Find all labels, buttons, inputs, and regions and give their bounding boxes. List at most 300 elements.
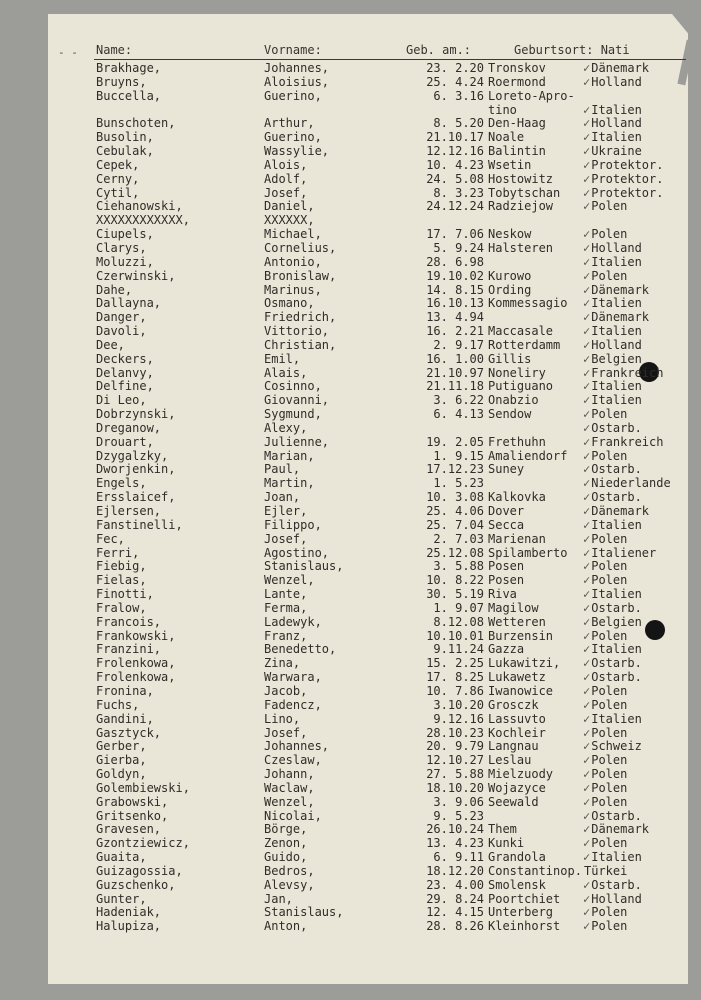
- birth-date: 21.10.17: [426, 130, 484, 145]
- nationality: [583, 462, 642, 476]
- nationality: [583, 726, 627, 740]
- check-mark: ✓: [583, 504, 591, 518]
- first-name: Cosinno,: [264, 379, 322, 394]
- list-item: [0, 781, 701, 795]
- check-mark: ✓: [583, 268, 591, 283]
- nationality-text: Dänemark: [591, 310, 650, 325]
- birth-place: Hostowitz: [488, 171, 554, 186]
- surname: Bruyns,: [96, 74, 147, 89]
- first-name: Aloisius,: [264, 74, 330, 89]
- first-name: Waclaw,: [264, 780, 315, 795]
- nationality-text: Polen: [591, 407, 628, 422]
- surname: Ejlersen,: [96, 504, 162, 518]
- first-name: Daniel,: [264, 199, 315, 214]
- nationality: [583, 379, 642, 393]
- list-item: [0, 130, 701, 144]
- check-mark: ✓: [583, 587, 591, 602]
- first-name: Osmano,: [264, 296, 315, 311]
- nationality: [583, 919, 627, 933]
- first-name: Julienne,: [264, 434, 330, 449]
- nationality: [583, 172, 663, 186]
- first-name: Guerino,: [264, 88, 322, 103]
- list-item: [0, 615, 701, 629]
- nationality: [583, 601, 642, 615]
- birth-date: 13. 4.23: [426, 836, 484, 851]
- check-mark: ✓: [583, 199, 591, 214]
- nationality: [583, 255, 642, 269]
- check-mark: ✓: [583, 545, 591, 560]
- birth-place: Posen: [488, 559, 525, 574]
- surname: Brakhage,: [96, 61, 162, 75]
- nationality-text: Polen: [591, 725, 628, 740]
- list-item: [0, 379, 701, 393]
- birth-date: 18.10.20: [426, 780, 484, 795]
- list-item: [0, 546, 701, 560]
- check-mark: ✓: [583, 850, 591, 865]
- list-item: [0, 435, 701, 449]
- list-item: [0, 213, 701, 227]
- nationality: [583, 642, 642, 656]
- birth-date: 25. 4.24: [426, 74, 484, 89]
- check-mark: ✓: [583, 753, 591, 768]
- birth-date: 13. 4.94: [426, 310, 484, 325]
- check-mark: ✓: [583, 102, 591, 117]
- list-item: [0, 407, 701, 421]
- nationality-text: Italien: [591, 587, 642, 602]
- list-item: [0, 199, 701, 213]
- birth-place: Them: [488, 822, 517, 837]
- check-mark: ✓: [583, 822, 591, 837]
- first-name: Sygmund,: [264, 407, 322, 422]
- check-mark: ✓: [583, 407, 591, 422]
- surname: Fec,: [96, 531, 125, 546]
- first-name: Cornelius,: [264, 240, 337, 255]
- nationality: [583, 116, 642, 130]
- first-name: Wenzel,: [264, 794, 315, 809]
- nationality-text: Belgien: [591, 614, 642, 629]
- check-mark: ✓: [583, 559, 591, 574]
- birth-place: Amaliendorf: [488, 448, 568, 463]
- first-name: Guerino,: [264, 130, 322, 145]
- check-mark: ✓: [583, 891, 591, 906]
- list-item: [0, 712, 701, 726]
- birth-date: 25. 4.06: [426, 504, 484, 518]
- birth-date: 8. 5.20: [433, 116, 484, 131]
- check-mark: ✓: [583, 642, 591, 657]
- list-item: [0, 462, 701, 476]
- birth-date: 6. 4.13: [433, 407, 484, 422]
- nationality-text: Polen: [591, 573, 628, 588]
- first-name: Zenon,: [264, 836, 308, 851]
- birth-place: Wojazyce: [488, 780, 546, 795]
- nationality: [583, 186, 663, 200]
- check-mark: ✓: [583, 393, 591, 408]
- birth-place: Balintin: [488, 144, 546, 159]
- list-item: [0, 670, 701, 684]
- surname: Dworjenkin,: [96, 462, 176, 477]
- birth-date: 14. 8.15: [426, 282, 484, 297]
- check-mark: ✓: [583, 490, 591, 505]
- nationality: [583, 144, 642, 158]
- nationality-text: Protektor.: [591, 157, 664, 172]
- nationality: [583, 864, 627, 878]
- nationality: [583, 892, 642, 906]
- birth-date: 23. 4.00: [426, 877, 484, 892]
- list-item: [0, 753, 701, 767]
- surname: Frankowski,: [96, 628, 176, 643]
- name-list: [0, 61, 701, 933]
- nationality-text: Holland: [591, 891, 642, 906]
- list-item: [0, 684, 701, 698]
- check-mark: ✓: [583, 365, 591, 380]
- birth-date: 1. 5.23: [433, 476, 484, 491]
- nationality-text: Italiener: [591, 545, 657, 560]
- birth-date: 27. 5.88: [426, 767, 484, 782]
- first-name: Marian,: [264, 448, 315, 463]
- nationality: [583, 532, 627, 546]
- birth-date: 24. 5.08: [426, 171, 484, 186]
- check-mark: ✓: [583, 656, 591, 671]
- birth-date: 9. 5.23: [433, 808, 484, 823]
- nationality: [583, 850, 642, 864]
- surname: Gierba,: [96, 753, 147, 768]
- list-item: [0, 559, 701, 573]
- birth-place: Riva: [488, 587, 517, 602]
- header-vorname: Vorname:: [264, 43, 322, 57]
- nationality-text: Italien: [591, 642, 642, 657]
- birth-date: 10.10.01: [426, 628, 484, 643]
- surname: Guizagossia,: [96, 863, 183, 878]
- birth-place: Rotterdamm: [488, 337, 561, 352]
- nationality: [583, 878, 642, 892]
- first-name: Filippo,: [264, 517, 322, 532]
- nationality-text: Holland: [591, 337, 642, 352]
- birth-date: 25.12.08: [426, 545, 484, 560]
- nationality: [583, 656, 642, 670]
- list-item: [0, 518, 701, 532]
- check-mark: ✓: [583, 683, 591, 698]
- birth-place: Constantinop.: [488, 863, 582, 878]
- list-item: [0, 296, 701, 310]
- surname: Dreganow,: [96, 420, 162, 435]
- birth-place: Leslau: [488, 753, 532, 768]
- birth-date: 15. 2.25: [426, 656, 484, 671]
- list-item: [0, 144, 701, 158]
- check-mark: ✓: [583, 919, 591, 934]
- first-name: Wenzel,: [264, 573, 315, 588]
- nationality-text: Italien: [591, 711, 642, 726]
- first-name: Paul,: [264, 462, 301, 477]
- birth-place: Radziejow: [488, 199, 554, 214]
- birth-date: 28. 8.26: [426, 919, 484, 934]
- check-mark: ✓: [583, 448, 591, 463]
- check-mark: ✓: [583, 379, 591, 394]
- surname: Fanstinelli,: [96, 517, 183, 532]
- birth-date: 25. 7.04: [426, 517, 484, 532]
- first-name: Joan,: [264, 490, 301, 505]
- list-item: [0, 393, 701, 407]
- birth-date: 23. 2.20: [426, 61, 484, 75]
- first-name: Lino,: [264, 711, 301, 726]
- nationality-text: Polen: [591, 753, 628, 768]
- list-item: [0, 61, 701, 75]
- surname: XXXXXXXXXXXX,: [96, 213, 190, 228]
- birth-date: 17.12.23: [426, 462, 484, 477]
- list-item: [0, 476, 701, 490]
- nationality: [583, 559, 627, 573]
- surname: Grabowski,: [96, 794, 169, 809]
- surname: Davoli,: [96, 324, 147, 339]
- list-item: [0, 103, 701, 117]
- check-mark: ✓: [583, 462, 591, 477]
- list-item: [0, 490, 701, 504]
- header-name: Name:: [96, 43, 133, 57]
- birth-place: tino: [488, 102, 517, 117]
- nationality: [583, 435, 663, 449]
- birth-date: 3. 9.06: [433, 794, 484, 809]
- birth-place: Secca: [488, 517, 525, 532]
- birth-place: Noale: [488, 130, 525, 145]
- surname: Guzschenko,: [96, 877, 176, 892]
- birth-date: 28. 6.98: [426, 254, 484, 269]
- birth-date: 10. 4.23: [426, 157, 484, 172]
- surname: Gzontziewicz,: [96, 836, 190, 851]
- nationality: [583, 795, 627, 809]
- list-item: [0, 172, 701, 186]
- check-mark: ✓: [583, 725, 591, 740]
- list-item: [0, 739, 701, 753]
- birth-place: Kommessagio: [488, 296, 568, 311]
- list-item: [0, 919, 701, 933]
- surname: Delfine,: [96, 379, 154, 394]
- first-name: Josef,: [264, 531, 308, 546]
- surname: Clarys,: [96, 240, 147, 255]
- nationality-text: Polen: [591, 448, 628, 463]
- check-mark: ✓: [583, 476, 591, 491]
- birth-place: Kochleir: [488, 725, 546, 740]
- surname: Fielas,: [96, 573, 147, 588]
- surname: Dee,: [96, 337, 125, 352]
- nationality-text: Dänemark: [591, 822, 650, 837]
- surname: Frolenkowa,: [96, 670, 176, 685]
- birth-place: Marienan: [488, 531, 546, 546]
- check-mark: ✓: [583, 144, 591, 159]
- birth-date: 10. 3.08: [426, 490, 484, 505]
- header-geb-am: Geb. am.:: [406, 43, 472, 57]
- list-item: [0, 809, 701, 823]
- first-name: Franz,: [264, 628, 308, 643]
- nationality: [583, 449, 627, 463]
- nationality-text: Polen: [591, 767, 628, 782]
- birth-date: 21.10.97: [426, 365, 484, 380]
- header-geburtsort: Geburtsort: Nati: [514, 43, 630, 57]
- nationality-text: Polen: [591, 531, 628, 546]
- surname: Golembiewski,: [96, 780, 190, 795]
- birth-place: Iwanowice: [488, 683, 554, 698]
- check-mark: ✓: [583, 711, 591, 726]
- first-name: Alexy,: [264, 420, 308, 435]
- margin-mark: - -: [58, 46, 78, 59]
- nationality-text: Polen: [591, 683, 628, 698]
- nationality: [583, 615, 642, 629]
- nationality: [583, 310, 649, 324]
- check-mark: ✓: [583, 780, 591, 795]
- birth-date: 16.10.13: [426, 296, 484, 311]
- surname: Gunter,: [96, 891, 147, 906]
- first-name: Guido,: [264, 850, 308, 865]
- check-mark: ✓: [583, 240, 591, 255]
- list-item: [0, 283, 701, 297]
- list-item: [0, 532, 701, 546]
- list-item: [0, 310, 701, 324]
- list-item: [0, 227, 701, 241]
- check-mark: ✓: [583, 337, 591, 352]
- first-name: Emil,: [264, 351, 301, 366]
- list-item: [0, 116, 701, 130]
- list-item: [0, 269, 701, 283]
- nationality: [583, 393, 642, 407]
- nationality-text: Italien: [591, 102, 642, 117]
- birth-place: Unterberg: [488, 905, 554, 920]
- nationality-text: Italien: [591, 324, 642, 339]
- birth-place: Lukawitzi,: [488, 656, 561, 671]
- surname: Cepek,: [96, 157, 140, 172]
- nationality-text: Ostarb.: [591, 600, 642, 615]
- nationality-text: Holland: [591, 116, 642, 131]
- nationality-text: Niederlande: [591, 476, 671, 491]
- birth-date: 19.10.02: [426, 268, 484, 283]
- first-name: Antonio,: [264, 254, 322, 269]
- birth-place: Poortchiet: [488, 891, 561, 906]
- first-name: Stanislaus,: [264, 905, 344, 920]
- surname: Danger,: [96, 310, 147, 325]
- surname: Buccella,: [96, 88, 162, 103]
- nationality-text: Polen: [591, 780, 628, 795]
- surname: Engels,: [96, 476, 147, 491]
- first-name: Vittorio,: [264, 324, 330, 339]
- list-item: [0, 255, 701, 269]
- list-item: [0, 656, 701, 670]
- first-name: Friedrich,: [264, 310, 337, 325]
- birth-place: Halsteren: [488, 240, 554, 255]
- birth-date: 6. 3.16: [433, 88, 484, 103]
- birth-date: 28.10.23: [426, 725, 484, 740]
- birth-date: 3.10.20: [433, 697, 484, 712]
- list-item: [0, 366, 701, 380]
- nationality-text: Italien: [591, 393, 642, 408]
- nationality-text: Ostarb.: [591, 490, 642, 505]
- first-name: Alois,: [264, 157, 308, 172]
- birth-date: 3. 5.88: [433, 559, 484, 574]
- check-mark: ✓: [583, 130, 591, 145]
- first-name: Bedros,: [264, 863, 315, 878]
- first-name: Benedetto,: [264, 642, 337, 657]
- surname: Fiebig,: [96, 559, 147, 574]
- check-mark: ✓: [583, 767, 591, 782]
- check-mark: ✓: [583, 420, 591, 435]
- nationality-text: Polen: [591, 794, 628, 809]
- nationality-text: Ukraine: [591, 144, 642, 159]
- list-item: [0, 767, 701, 781]
- birth-place: Gazza: [488, 642, 525, 657]
- nationality: [583, 587, 642, 601]
- list-item: [0, 864, 701, 878]
- list-item: [0, 421, 701, 435]
- list-item: [0, 601, 701, 615]
- birth-place: Kurowo: [488, 268, 532, 283]
- nationality: [583, 684, 627, 698]
- first-name: Martin,: [264, 476, 315, 491]
- nationality: [583, 296, 642, 310]
- birth-place: Magilow: [488, 600, 539, 615]
- nationality-text: Ostarb.: [591, 670, 642, 685]
- check-mark: ✓: [583, 697, 591, 712]
- nationality: [583, 490, 642, 504]
- birth-date: 12.12.16: [426, 144, 484, 159]
- list-item: [0, 449, 701, 463]
- nationality-text: Protektor.: [591, 171, 664, 186]
- birth-place: Mielzuody: [488, 767, 554, 782]
- surname: Dobrzynski,: [96, 407, 176, 422]
- nationality: [583, 324, 642, 338]
- column-header: [0, 43, 701, 59]
- surname: Ciehanowski,: [96, 199, 183, 214]
- first-name: Stanislaus,: [264, 559, 344, 574]
- nationality-text: Türkei: [584, 863, 628, 878]
- birth-place: Maccasale: [488, 324, 554, 339]
- first-name: Giovanni,: [264, 393, 330, 408]
- nationality: [583, 407, 627, 421]
- nationality-text: Schweiz: [591, 739, 642, 754]
- first-name: Jan,: [264, 891, 293, 906]
- nationality: [583, 809, 642, 823]
- nationality-text: Polen: [591, 905, 628, 920]
- nationality: [583, 753, 627, 767]
- check-mark: ✓: [583, 739, 591, 754]
- list-item: [0, 836, 701, 850]
- check-mark: ✓: [583, 324, 591, 339]
- list-item: [0, 186, 701, 200]
- first-name: Arthur,: [264, 116, 315, 131]
- birth-date: 17. 7.06: [426, 227, 484, 242]
- first-name: XXXXXX,: [264, 213, 315, 228]
- birth-date: 19. 2.05: [426, 434, 484, 449]
- check-mark: ✓: [583, 573, 591, 588]
- list-item: [0, 352, 701, 366]
- list-item: [0, 878, 701, 892]
- birth-place: Putiguano: [488, 379, 554, 394]
- nationality-text: Dänemark: [591, 61, 650, 75]
- list-item: [0, 573, 701, 587]
- surname: Fronina,: [96, 683, 154, 698]
- nationality: [583, 61, 649, 75]
- list-item: [0, 629, 701, 643]
- list-item: [0, 75, 701, 89]
- surname: Frolenkowa,: [96, 656, 176, 671]
- first-name: Bronislaw,: [264, 268, 337, 283]
- nationality: [583, 352, 642, 366]
- birth-place: Kalkovka: [488, 490, 546, 505]
- nationality: [583, 836, 627, 850]
- surname: Francois,: [96, 614, 162, 629]
- surname: Dallayna,: [96, 296, 162, 311]
- surname: Gerber,: [96, 739, 147, 754]
- nationality-text: Italien: [591, 130, 642, 145]
- nationality-text: Dänemark: [591, 282, 650, 297]
- first-name: Ferma,: [264, 600, 308, 615]
- birth-place: Noneliry: [488, 365, 546, 380]
- list-item: [0, 504, 701, 518]
